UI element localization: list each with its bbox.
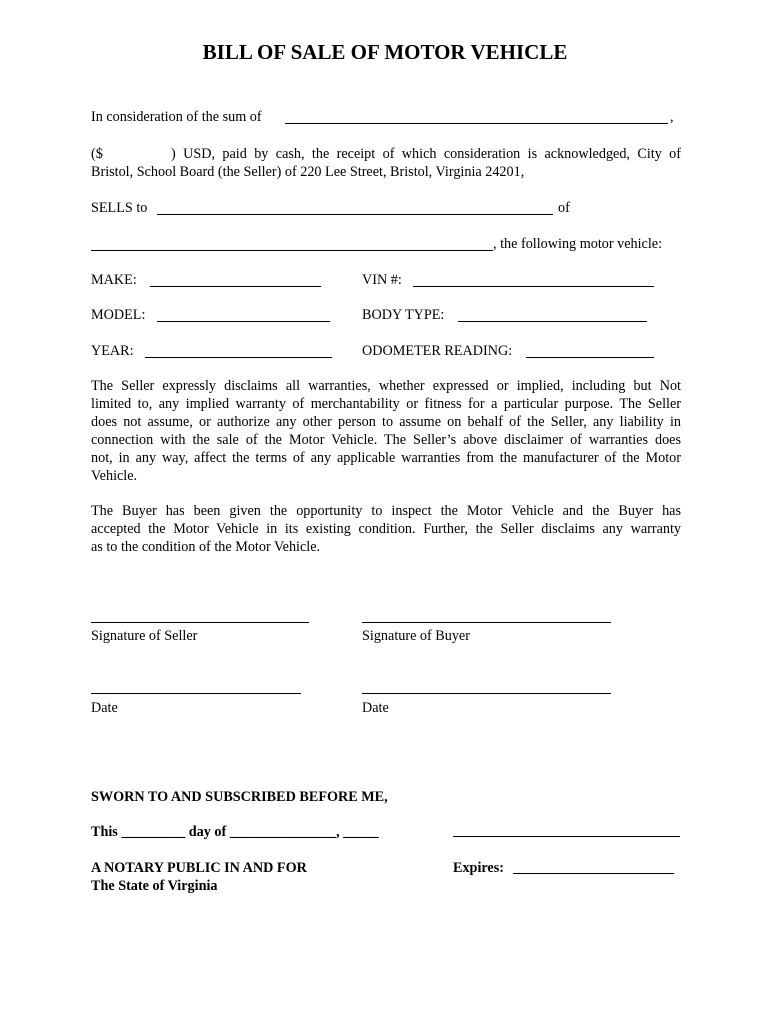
buyer-signature-label: Signature of Buyer xyxy=(362,628,470,644)
notary-public-line-1: A NOTARY PUBLIC IN AND FOR xyxy=(91,860,307,876)
inspection-line-3: as to the condition of the Motor Vehicle. xyxy=(91,539,321,555)
sum-field[interactable] xyxy=(285,123,668,124)
following-vehicle-text: , the following motor vehicle: xyxy=(493,236,663,252)
amount-numeric-field[interactable] xyxy=(106,160,170,161)
seller-date-line[interactable] xyxy=(91,693,301,694)
consideration-line1: ) USD, paid by cash, the receipt of which consideration is acknowledged, City of xyxy=(171,146,681,162)
model-field[interactable] xyxy=(157,321,330,322)
seller-signature-line[interactable] xyxy=(91,622,309,623)
sells-of: of xyxy=(558,200,570,216)
consideration-comma: , xyxy=(670,109,674,125)
seller-date-label: Date xyxy=(91,700,118,716)
disclaimer-line-4: connection with the sale of the Motor Vehicle. The Seller’s above disclaimer of warranties does xyxy=(91,432,681,448)
odometer-field[interactable] xyxy=(526,357,654,358)
notary-signature-line[interactable] xyxy=(453,836,680,837)
inspection-line-1: The Buyer has been given the opportunity to inspect the Motor Vehicle and the Buyer has xyxy=(91,503,681,519)
expires-field[interactable] xyxy=(513,873,674,874)
sells-label: SELLS to xyxy=(91,200,148,216)
body-type-field[interactable] xyxy=(458,321,647,322)
notary-public-line-2: The State of Virginia xyxy=(91,878,218,894)
seller-signature-label: Signature of Seller xyxy=(91,628,198,644)
buyer-date-label: Date xyxy=(362,700,389,716)
vin-label: VIN #: xyxy=(362,272,402,288)
make-field[interactable] xyxy=(150,286,321,287)
make-label: MAKE: xyxy=(91,272,137,288)
disclaimer-line-3: does not assume, or authorize any other person to assume on behalf of the Seller, any liability in xyxy=(91,414,681,430)
model-label: MODEL: xyxy=(91,307,146,323)
buyer-name-field[interactable] xyxy=(157,214,553,215)
vin-field[interactable] xyxy=(413,286,654,287)
amount-open-paren: ($ xyxy=(91,146,103,162)
odometer-label: ODOMETER READING: xyxy=(362,343,513,359)
buyer-date-line[interactable] xyxy=(362,693,611,694)
disclaimer-line-6: Vehicle. xyxy=(91,468,138,484)
expires-label: Expires: xyxy=(453,860,504,876)
sworn-heading: SWORN TO AND SUBSCRIBED BEFORE ME, xyxy=(91,789,388,805)
inspection-line-2: accepted the Motor Vehicle in its existing condition. Further, the Seller disclaims any warranty xyxy=(91,521,681,537)
body-type-label: BODY TYPE: xyxy=(362,307,445,323)
consideration-line2: Bristol, School Board (the Seller) of 220 Lee Street, Bristol, Virginia 24201, xyxy=(91,164,525,180)
disclaimer-line-1: The Seller expressly disclaims all warranties, whether expressed or implied, including but Not xyxy=(91,378,681,394)
buyer-signature-line[interactable] xyxy=(362,622,611,623)
document-title: BILL OF SALE OF MOTOR VEHICLE xyxy=(202,40,568,64)
year-field[interactable] xyxy=(145,357,332,358)
notary-date-line: This _________ day of _______________, _____ xyxy=(91,824,379,840)
disclaimer-line-5: not, in any way, affect the terms of any applicable warranties from the manufacturer of the Motor xyxy=(91,450,681,466)
consideration-lead: In consideration of the sum of xyxy=(91,109,262,125)
disclaimer-line-2: limited to, any implied warranty of merchantability or fitness for a particular purpose. The Seller xyxy=(91,396,681,412)
buyer-address-field[interactable] xyxy=(91,250,493,251)
year-label: YEAR: xyxy=(91,343,134,359)
